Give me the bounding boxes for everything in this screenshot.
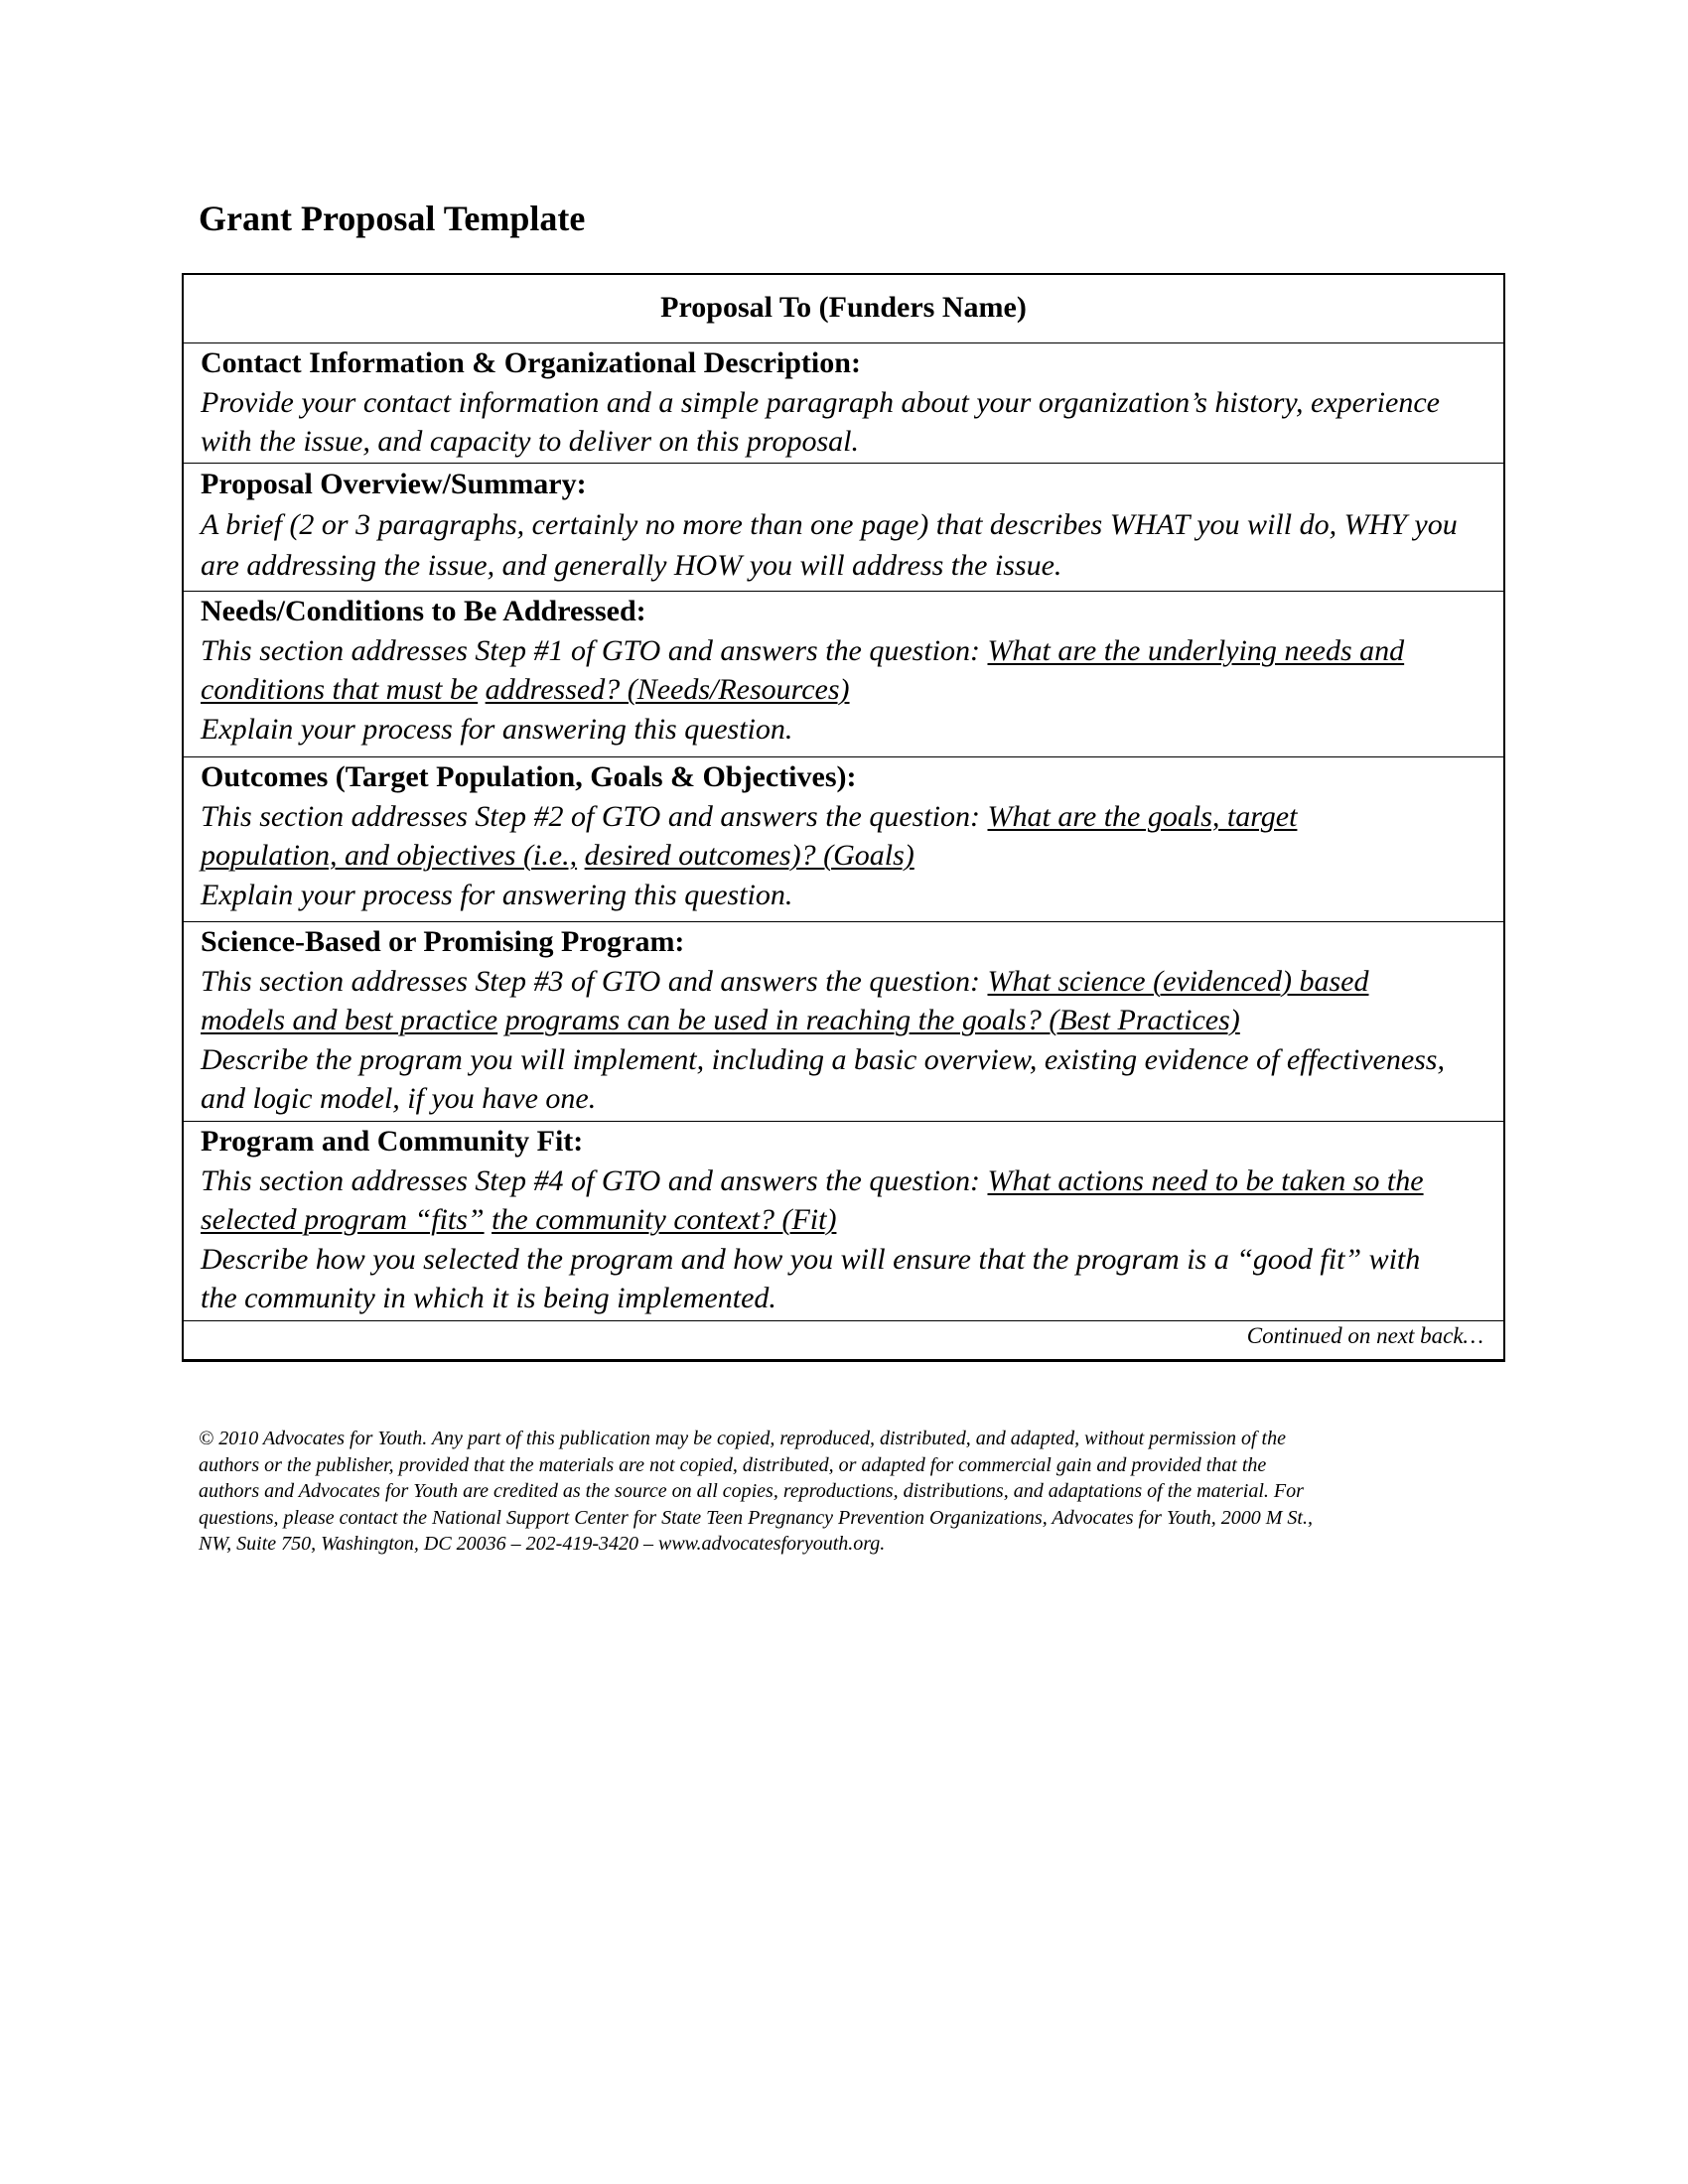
section-heading: Science-Based or Promising Program: <box>201 925 685 958</box>
step-intro-text: This section addresses Step #1 of GTO and answers the question: <box>201 633 988 667</box>
section-heading: Needs/Conditions to Be Addressed: <box>201 595 646 627</box>
section-step-line <box>201 1200 1483 1240</box>
section-heading: Contact Information & Organizational Description: <box>201 346 861 379</box>
step-intro-text: This section addresses Step #2 of GTO and answers the question: <box>201 799 988 833</box>
copyright-line: questions, please contact the National Support Center for State Teen Pregnancy Prevention Organizations, Advocates for Youth, 2000 M St., <box>199 1506 1313 1529</box>
guiding-question-text: What science (evidenced) based <box>987 964 1369 998</box>
section-instruction-line: the community in which it is being implemented. <box>201 1282 776 1314</box>
section-description-line: A brief (2 or 3 paragraphs, certainly no more than one page) that describes WHAT you will do, WHY you <box>201 508 1458 541</box>
section-step-line <box>201 962 1483 1002</box>
section-step-line <box>201 670 1483 710</box>
section-outcomes <box>184 757 1503 922</box>
section-contact-information <box>184 343 1503 464</box>
section-description-line: Provide your contact information and a simple paragraph about your organization’s history, experience <box>201 385 1440 419</box>
section-instruction-line: Describe how you selected the program and how you will ensure that the program is a “good fit” with <box>201 1242 1421 1276</box>
copyright-line: NW, Suite 750, Washington, DC 20036 – 202-419-3420 – www.advocatesforyouth.org. <box>199 1533 886 1555</box>
guiding-question-text: What are the underlying needs and <box>987 633 1405 667</box>
section-step-line <box>201 1001 1483 1040</box>
continued-note: Continued on next back… <box>1246 1323 1483 1348</box>
table-header-row <box>184 275 1503 343</box>
guiding-question-text: models and best practice <box>201 1004 498 1036</box>
table-header-text: Proposal To (Funders Name) <box>660 291 1027 324</box>
section-heading: Proposal Overview/Summary: <box>201 468 587 500</box>
guiding-question-text: selected program “fits” <box>201 1203 485 1236</box>
section-description-line: with the issue, and capacity to deliver on this proposal. <box>201 425 859 458</box>
table-bottom-rule <box>182 1359 1505 1362</box>
continued-row <box>184 1321 1503 1359</box>
guiding-question-text: desired outcomes)? (Goals) <box>584 839 914 872</box>
guiding-question-text: programs can be used in reaching the goals? (Best Practices) <box>504 1004 1240 1036</box>
section-description-line: are addressing the issue, and generally HOW you will address the issue. <box>201 549 1062 582</box>
guiding-question-text: What are the goals, target <box>987 799 1298 833</box>
section-step-line <box>201 797 1483 837</box>
step-intro-text: This section addresses Step #4 of GTO and answers the question: <box>201 1163 988 1197</box>
copyright-notice <box>199 1426 1489 1558</box>
section-heading: Outcomes (Target Population, Goals & Objectives): <box>201 760 857 793</box>
copyright-line: authors or the publisher, provided that the materials are not copied, distributed, or adapted for commercial gain and provided that the <box>199 1453 1267 1476</box>
guiding-question-text: What actions need to be taken so the <box>987 1163 1424 1197</box>
guiding-question-text: population, and objectives (i.e., <box>201 839 578 872</box>
guiding-question-text: addressed? (Needs/Resources) <box>485 673 850 706</box>
section-instruction-line: Explain your process for answering this question. <box>201 712 793 746</box>
copyright-line: © 2010 Advocates for Youth. Any part of this publication may be copied, reproduced, distributed, and adapted, without permission of the <box>199 1428 1286 1449</box>
section-needs-conditions <box>184 592 1503 757</box>
section-instruction-line: and logic model, if you have one. <box>201 1082 597 1115</box>
section-instruction-line: Explain your process for answering this question. <box>201 878 793 911</box>
section-step-line <box>201 631 1483 671</box>
guiding-question-text: conditions that must be <box>201 673 479 706</box>
section-step-line <box>201 1161 1483 1201</box>
section-science-based-program <box>184 922 1503 1122</box>
guiding-question-text: the community context? (Fit) <box>492 1203 837 1236</box>
proposal-template-table <box>182 273 1505 1361</box>
section-proposal-overview <box>184 464 1503 592</box>
copyright-line: authors and Advocates for Youth are credited as the source on all copies, reproductions, distributions, and adaptations of the material. For <box>199 1480 1304 1502</box>
section-instruction-line: Describe the program you will implement, including a basic overview, existing evidence of effectiveness, <box>201 1042 1445 1076</box>
section-program-community-fit <box>184 1122 1503 1321</box>
section-heading: Program and Community Fit: <box>201 1125 584 1158</box>
step-intro-text: This section addresses Step #3 of GTO and answers the question: <box>201 964 988 998</box>
document-title: Grant Proposal Template <box>199 199 586 238</box>
section-step-line <box>201 836 1483 876</box>
